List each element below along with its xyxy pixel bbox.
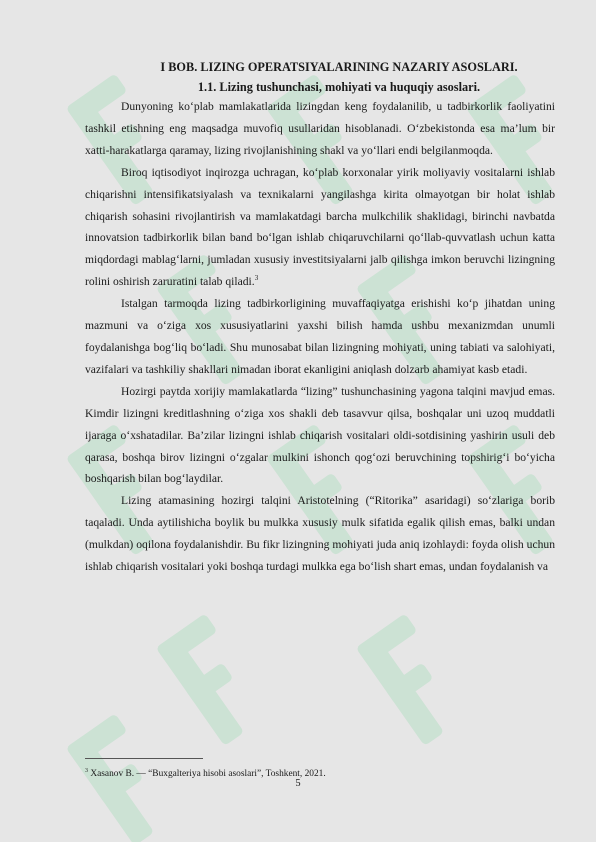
page-number: 5 bbox=[295, 778, 301, 789]
watermark-mark bbox=[156, 613, 274, 746]
footnote-text: Xasanov B. — “Buxgalteriya hisobi asoslari”, Toshkent, 2021. bbox=[90, 769, 326, 780]
paragraph-1: Dunyoning ko‘plab mamlakatlarida lizingdan keng foydalanilib, u tadbirkorlik faoliyatini tashkil etishning eng maqsadga muvofiq usullaridan hisoblanadi. O‘zbekistonda esa ma’lum bir xatti-harakatlarga qaramay, lizing rivojlanishining shakl va yo‘llari endi belgilanmoqda. bbox=[85, 100, 555, 157]
paragraph-3: Istalgan tarmoqda lizing tadbirkorligining muvaffaqiyatga erishishi ko‘p jihatdan uning mazmuni va o‘ziga xos xususiyatlarini yaxshi bilish hamda ushbu mexanizmdan unumli foydalanishga bog‘liq bo‘ladi. Shu munosabat bilan lizingning mohiyati, uning tabiati va salohiyati, vazifalari va tashkiliy shakllari nimadan iborat ekanligini aniqlash dolzarb ahamiyat kasb etadi. bbox=[85, 297, 555, 376]
paragraph-5: Lizing atamasining hozirgi talqini Aristotelning (“Ritorika” asaridagi) so‘zlariga borib taqaladi. Unda aytilishicha boylik bu mulkka xususiy mulk sifatida egalik qilish emas, balki undan (mulkdan) oqilona foydalanishdir. Bu fikr lizingning mohiyati juda aniq izohlaydi: foyda olish uchun ishlab chiqarish vositalari yoki boshqa turdagi mulkka ega bo‘lish shart emas, undan foydalanish va bbox=[85, 494, 555, 574]
footnote-reference[interactable]: 3 bbox=[254, 274, 259, 283]
section-title: 1.1. Lizing tushunchasi, mohiyati va huquqiy asoslari. bbox=[197, 80, 481, 94]
document-body bbox=[85, 58, 555, 578]
watermark-mark bbox=[356, 613, 474, 746]
chapter-title: I BOB. LIZING OPERATSIYALARINING NAZARIY ASOSLARI. bbox=[160, 60, 518, 74]
paragraph-4: Hozirgi paytda xorijiy mamlakatlarda “lizing” tushunchasining yagona talqini mavjud emas. Kimdir lizingni kreditlashning o‘ziga xos shakli deb tasavvur qilsa, boshqalar uni uzoq muddatli ijaraga o‘xshatadilar. Ba’zilar lizingni ishlab chiqarish vositalari oldi-sotdisining yashirin usuli deb qarasa, boshqa birov lizingni o‘zgalar mulkini ishonch qog‘ozi beruvchining topshirig‘i bo‘yicha boshqarish bilan bog‘laydilar. bbox=[85, 384, 555, 486]
paragraph-2 bbox=[85, 162, 555, 293]
paragraph-2-text: Biroq iqtisodiyot inqirozga uchragan, ko‘plab korxonalar yirik moliyaviy vositalarni ishlab chiqarishni intensifikatsiyalash va texnikalarni yangilashga kirita olmayotgan bir holat ishlab chiqarish sohasini rivojlantirish va mamlakatdagi barcha mulkchilik shaklidagi, birinchi navbatda innovatsion tadbirkorlik bilan band bo‘lgan ishlab chiqaruvchilarni qo‘llab-quvvatlash uchun katta miqdordagi mablag‘larni, jumladan xususiy investitsiyalarni jalb qilishga imkon beruvchi lizingning rolini oshirish zaruratini talab qiladi. bbox=[85, 165, 555, 289]
footnote-number: 3 bbox=[85, 768, 88, 774]
footnote-divider bbox=[85, 758, 203, 759]
